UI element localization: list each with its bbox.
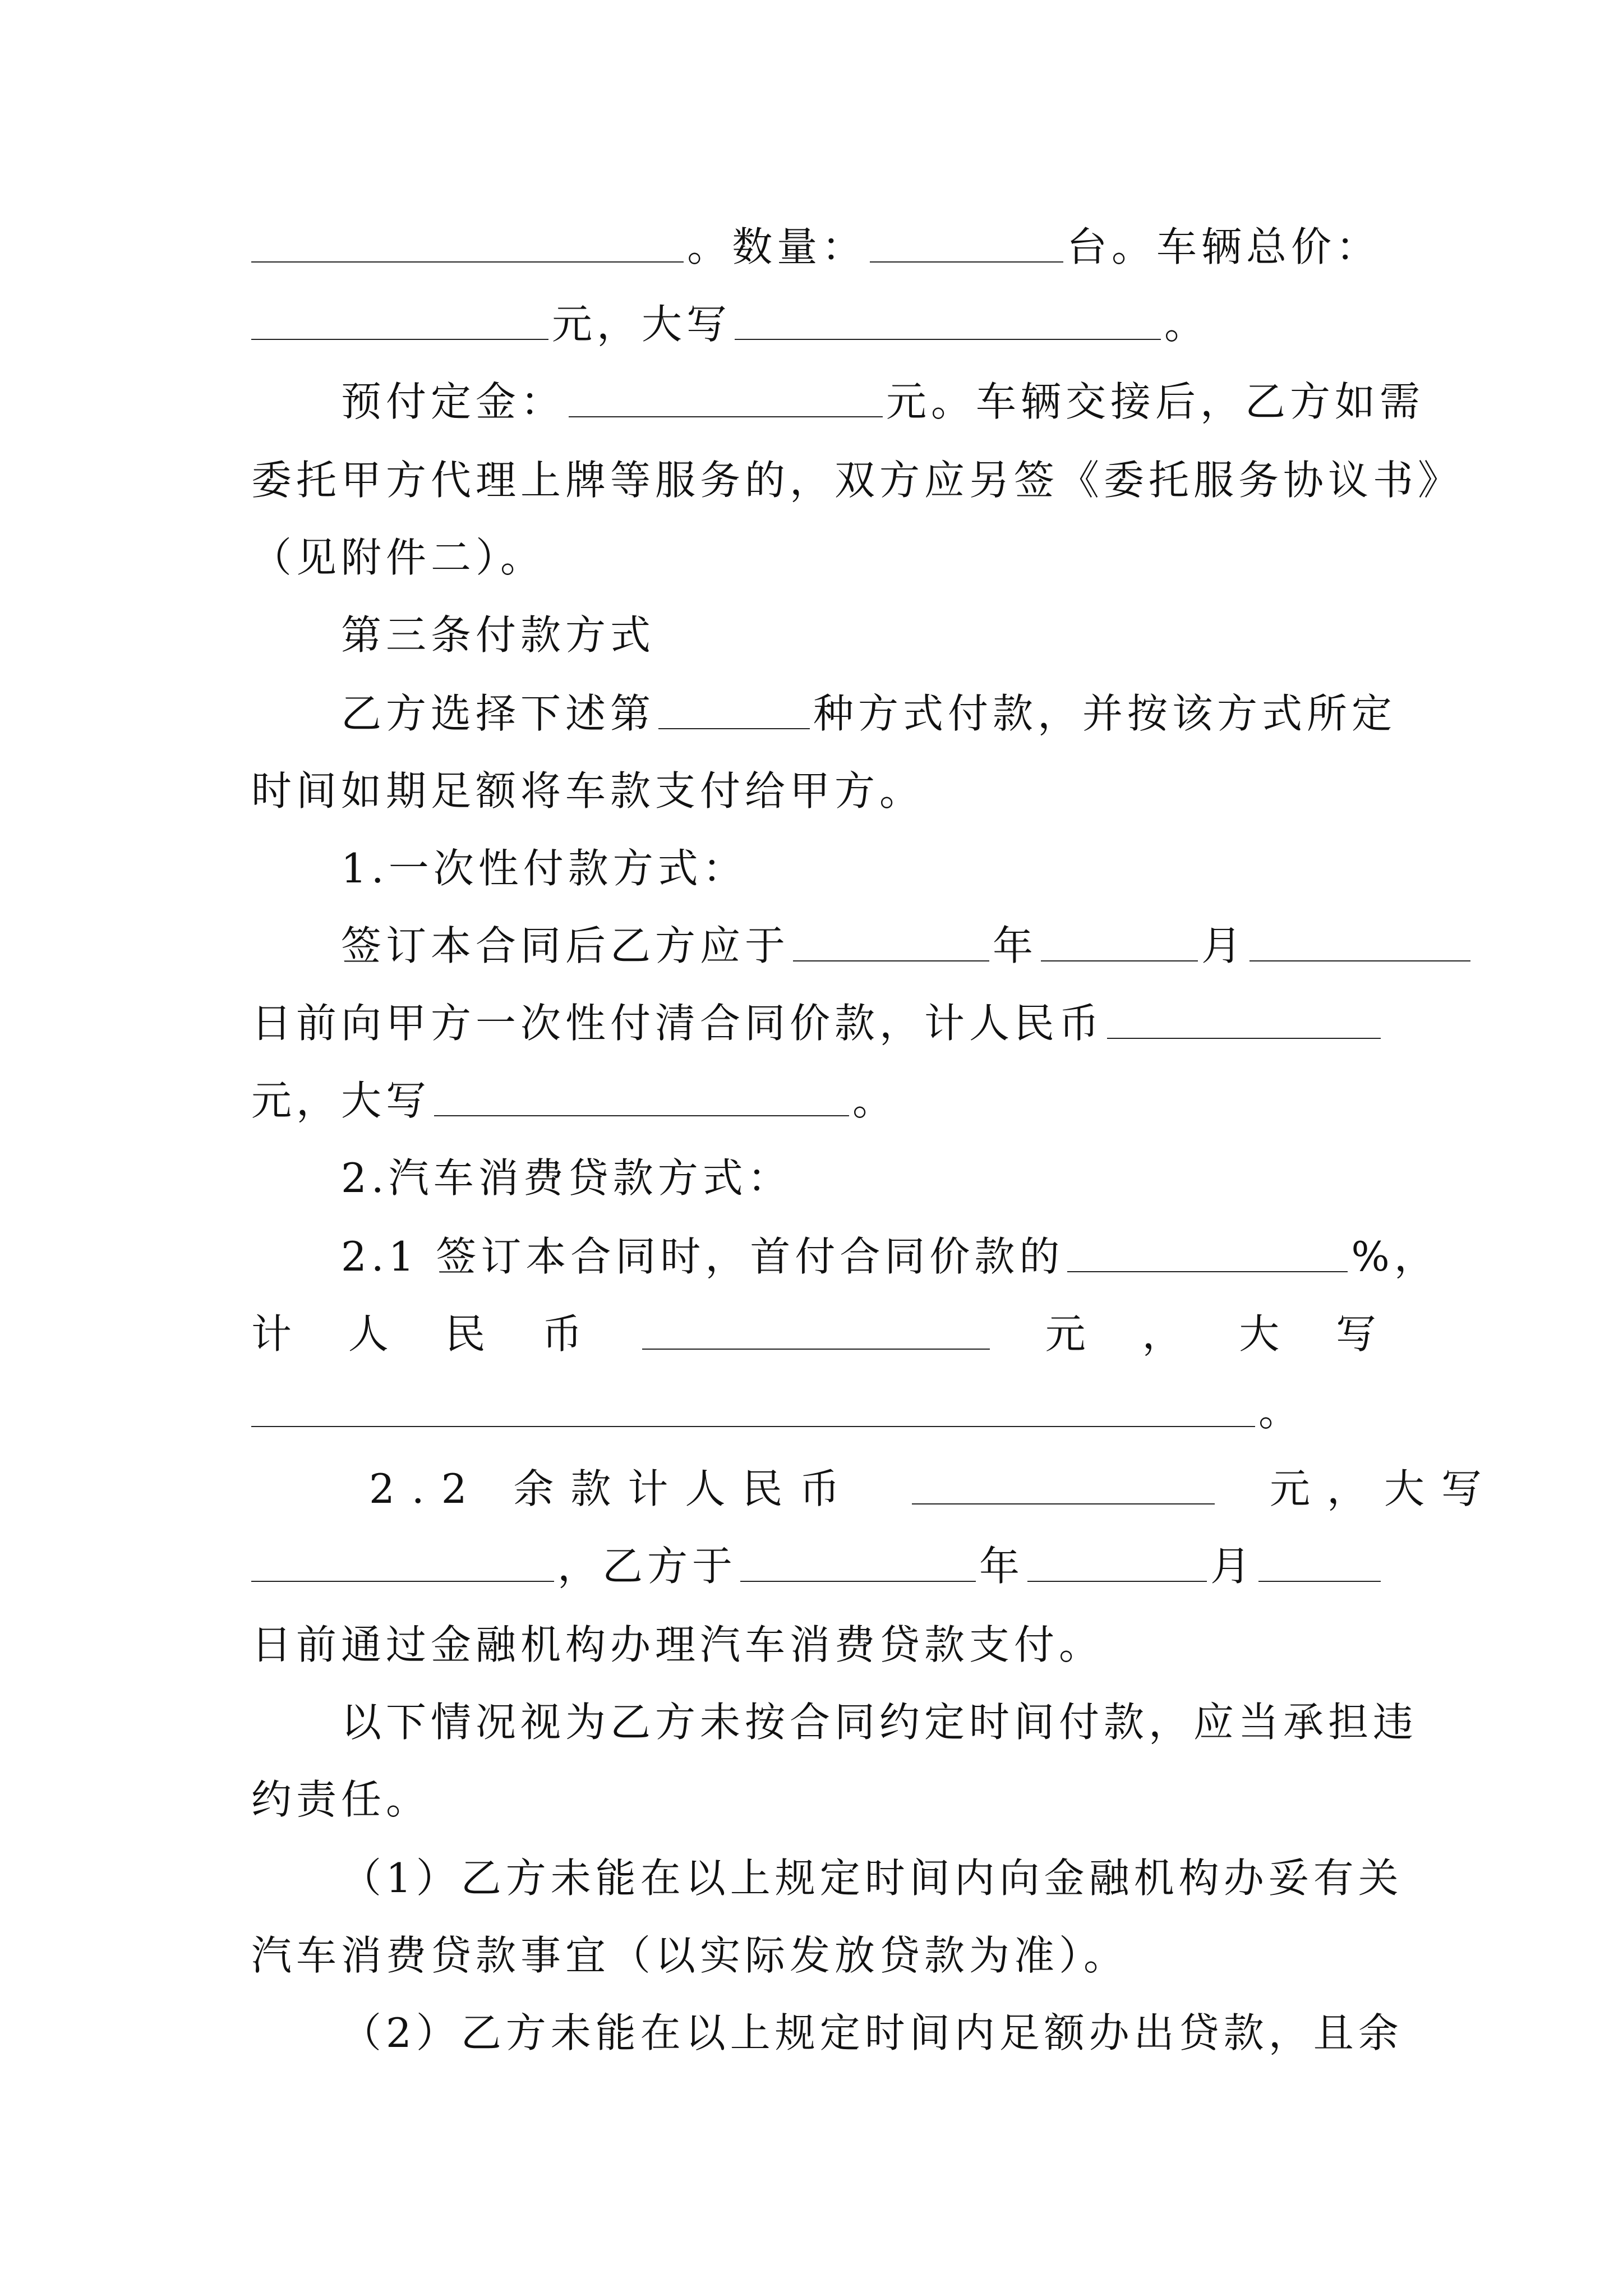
text: 种方式付款，并按该方式所定 — [813, 690, 1397, 737]
list-item — [251, 1850, 1470, 1906]
paragraph-line — [251, 1772, 1381, 1828]
text: 元 — [1045, 1310, 1090, 1358]
down-payment-amount-line — [251, 1306, 1381, 1362]
lump-sum-date-line — [251, 918, 1470, 974]
month-blank[interactable] — [1027, 1547, 1207, 1582]
paragraph-line — [251, 452, 1463, 508]
paragraph-line — [251, 1617, 1381, 1673]
deposit-line — [251, 374, 1470, 430]
year-blank[interactable] — [740, 1547, 976, 1582]
total-price-label: 台。车辆总价： — [1066, 223, 1381, 270]
text: （2）乙方未能在以上规定时间内足额办出贷款，且余 — [341, 2009, 1403, 2056]
total-price-line — [251, 296, 1381, 352]
payment-option-blank[interactable] — [658, 694, 810, 729]
heading-text: 第三条付款方式 — [341, 611, 656, 659]
lump-sum-uppercase-blank[interactable] — [434, 1082, 849, 1116]
balance-uppercase-blank[interactable] — [251, 1547, 554, 1582]
down-payment-uppercase-line — [251, 1383, 1381, 1439]
paragraph-line — [251, 1694, 1470, 1750]
text: 元，大写 — [251, 1077, 431, 1124]
subsection-heading — [251, 840, 1470, 896]
month-label: 月 — [1210, 1543, 1256, 1590]
lump-sum-amount-line — [251, 995, 1381, 1051]
year-label: 年 — [993, 922, 1038, 969]
quantity-blank[interactable] — [870, 228, 1063, 263]
text: 民 — [445, 1310, 490, 1358]
text: 约责任。 — [251, 1776, 431, 1823]
total-price-uppercase-label: 元，大写 — [552, 301, 732, 348]
paragraph-line — [251, 763, 1381, 819]
payment-option-line — [251, 685, 1470, 742]
paragraph-line — [251, 1927, 1381, 1984]
percent-label: %， — [1351, 1233, 1439, 1280]
period: 。 — [852, 1077, 898, 1124]
text: 委托甲方代理上牌等服务的，双方应另签《委托服务协议书》 — [251, 457, 1463, 504]
period: 。 — [1164, 301, 1210, 348]
text: 日前通过金融机构办理汽车消费贷款支付。 — [251, 1621, 1104, 1668]
text: 币 — [542, 1310, 587, 1358]
down-payment-amount-blank[interactable] — [642, 1315, 990, 1350]
vehicle-model-blank[interactable] — [251, 228, 684, 263]
year-blank[interactable] — [793, 927, 989, 961]
text: （见附件二）。 — [251, 534, 546, 581]
down-payment-line — [251, 1228, 1470, 1285]
text: 计 — [251, 1310, 297, 1358]
year-label: 年 — [979, 1543, 1025, 1590]
total-price-blank[interactable] — [251, 305, 548, 340]
text: 以下情况视为乙方未按合同约定时间付款，应当承担违 — [341, 1699, 1418, 1746]
deposit-label: 预付定金： — [341, 378, 566, 425]
text: 元，大写 — [1269, 1465, 1498, 1512]
balance-amount-line — [251, 1461, 1498, 1517]
lump-sum-uppercase-line — [251, 1073, 1381, 1129]
text: 2.1 签订本合同时，首付合同价款的 — [341, 1233, 1064, 1280]
text: 人 — [348, 1310, 393, 1358]
balance-amount-blank[interactable] — [912, 1470, 1215, 1504]
deposit-blank[interactable] — [569, 383, 883, 417]
text: ，乙方于 — [557, 1543, 737, 1590]
section-heading — [251, 607, 1470, 663]
heading-text: 1.一次性付款方式： — [341, 845, 748, 892]
day-blank[interactable] — [1258, 1547, 1381, 1582]
text: 签订本合同后乙方应于 — [341, 922, 790, 969]
text: 乙方选择下述第 — [341, 690, 656, 737]
month-label: 月 — [1201, 922, 1247, 969]
text: （1）乙方未能在以上规定时间内向金融机构办妥有关 — [341, 1855, 1403, 1902]
text: 汽车消费贷款事宜（以实际发放贷款为准）。 — [251, 1932, 1129, 1979]
list-item — [251, 2005, 1470, 2061]
down-payment-percent-blank[interactable] — [1067, 1237, 1348, 1272]
total-price-uppercase-blank[interactable] — [735, 305, 1161, 340]
period: 。 — [1258, 1388, 1304, 1435]
text: 写 — [1335, 1310, 1381, 1358]
month-blank[interactable] — [1041, 927, 1198, 961]
text: 2.2 余款计人民币 — [369, 1465, 857, 1512]
text: ， — [1142, 1310, 1187, 1358]
vehicle-model-quantity-line — [251, 219, 1381, 275]
lump-sum-amount-blank[interactable] — [1107, 1004, 1381, 1039]
paragraph-line — [251, 530, 1381, 586]
text: 日前向甲方一次性付清合同价款，计人民币 — [251, 1000, 1104, 1047]
deposit-text: 元。车辆交接后，乙方如需 — [886, 378, 1425, 425]
text: 时间如期足额将车款支付给甲方。 — [251, 767, 925, 815]
text: 大 — [1239, 1310, 1284, 1358]
subsection-heading — [251, 1150, 1470, 1206]
balance-date-line — [251, 1538, 1381, 1594]
quantity-label: 。数量： — [687, 223, 867, 270]
day-blank[interactable] — [1249, 927, 1470, 961]
heading-text: 2.汽车消费贷款方式： — [341, 1154, 792, 1202]
down-payment-uppercase-blank[interactable] — [251, 1392, 1255, 1427]
